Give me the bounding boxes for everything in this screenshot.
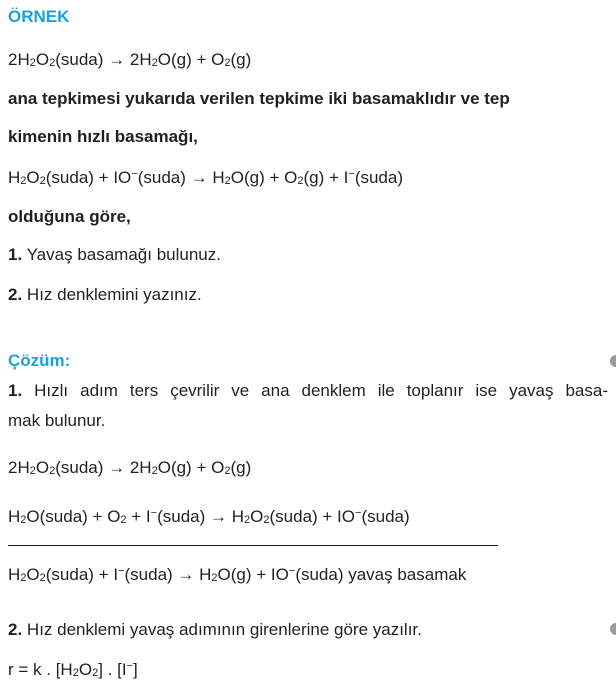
sum-divider-line — [8, 545, 498, 546]
condition-text: olduğuna göre, — [8, 207, 131, 226]
problem-text-line-2: kimenin hızlı basamağı, — [8, 127, 198, 146]
question-1: 1. Yavaş basamağı bulunuz. — [8, 245, 221, 264]
sum-equation-reversed-fast: $H_2O(suda) + O_2$ + I−(suda) → $H_2O_2(suda)$ + IO−(suda) — [8, 507, 410, 526]
margin-marker-icon — [610, 623, 616, 635]
question-2: 2. Hız denklemini yazınız. — [8, 285, 202, 304]
fast-step-equation: $H_2O_2(suda)$ + IO−(suda) → $H_2O(g) + O_2(g)$ + I−(suda) — [8, 168, 403, 187]
solution-step-2: 2. Hız denklemi yavaş adımının girenlerine göre yazılır. — [8, 620, 422, 639]
sum-equation-main: $2H_2O_2(suda) \to 2H_2O(g) + O_2(g)$ — [8, 458, 252, 477]
arrow-icon: → — [108, 50, 126, 69]
example-heading: ÖRNEK — [8, 7, 70, 26]
slow-step-equation: $H_2O_2(suda)$ + I−(suda) → $H_2O(g)$ + IO−(suda) yavaş basamak — [8, 565, 467, 584]
solution-step-1-line-2: mak bulunur. — [8, 411, 106, 430]
main-reaction-equation: $2H_2O_2(suda) \to 2H_2O(g) + O_2(g)$ — [8, 50, 252, 69]
problem-text-line-1: ana tepkimesi yukarıda verilen tepkime iki basamaklıdır ve tep — [8, 89, 510, 108]
solution-heading: Çözüm: — [8, 351, 71, 370]
rate-law-equation: r = k . $[H_2O_2]$ . [I−] — [8, 660, 138, 679]
margin-marker-icon — [610, 355, 616, 367]
solution-step-1-line-1: 1. Hızlı adım ters çevrilir ve ana denklem ile toplanır ise yavaş basa- — [8, 381, 608, 400]
